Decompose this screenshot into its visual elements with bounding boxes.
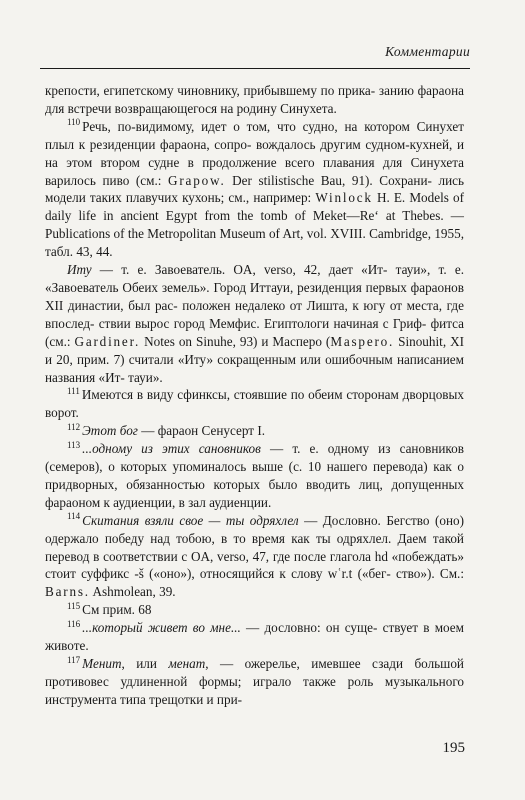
note-text: Имеются в виду сфинксы, стоявшие по обеим сторонам дворцовых ворот. <box>45 387 464 421</box>
note-text: См прим. 68 <box>82 602 152 618</box>
note-text: — т. е. Завоеватель. OA, verso, 42, дает «Ит- тауи», т. е. «Завоеватель Обеих земель». Город Иттауи, резиденция первых фараонов XII династии, был рас- положен недалеко от Лишта, к югу от места, где впослед- ствии вырос город Мемфис. Египтологи начиная с Гриф- фитса (см.: <box>45 262 464 349</box>
note-115 <box>45 601 464 619</box>
note-text: Barns. <box>45 584 90 600</box>
note-number: 115 <box>67 600 81 611</box>
running-header: Комментарии <box>385 44 470 59</box>
note-number: 110 <box>67 117 81 128</box>
note-text: — фараон Сенусерт I. <box>137 423 266 439</box>
note-text: Maspero. <box>330 333 395 349</box>
note-text: ...одному из этих сановников <box>82 441 261 457</box>
note-number: 112 <box>67 421 81 432</box>
note-text: ...который живет во мне... <box>82 620 241 636</box>
note-text: Речь, по-видимому, идет о том, что судно, на котором Синухет плыл к резиденции фараона, сопро- вождалось другим судном-кухней, и на этом втором судне в продолжение всего плавания для Синухета варилось пиво (см.: <box>45 118 464 188</box>
note-116 <box>45 619 464 655</box>
commentary-body <box>45 82 464 709</box>
note-text: Winlock <box>315 190 373 206</box>
note-text: Иту <box>67 262 92 278</box>
note-text: , или <box>121 656 169 671</box>
note-text: крепости, египетскому чиновнику, прибывшему по прика- занию фараона для встречи возвращающегося на родину Синухета. <box>45 83 464 116</box>
note-text: менат <box>168 656 206 671</box>
note-117 <box>45 655 464 709</box>
note-text: Grapow. <box>168 172 226 188</box>
note-number: 116 <box>67 618 81 629</box>
note-text: H. E. Models of daily life in ancient Egypt from the tomb of Meket—Re‘ at Thebes. — Publications of the Metropolitan Museum of Art, vol. XVIII. Cambridge, 1955, табл. 43, 44. <box>45 190 464 260</box>
note-number: 111 <box>67 386 80 397</box>
note-text: — Дословно. Бегство (оно) одержало победу над тобою, в то время как ты одряхлел. Даем такой перевод в соответствии с OA, verso, 47, где после глагола hd «побеждать» стоит суффикс -š («оно»), относящийся к слову wʿr.t («бег- ство»). См.: <box>45 512 464 582</box>
note-number: 114 <box>67 511 81 522</box>
note-text: Менит <box>82 656 122 671</box>
note-text: — т. е. одному из сановников (семеров), о которых упоминалось выше (с. 10 нашего перевода) как о придворных, обязанностью которых было вводить лиц, допущенных фараоном к аудиенции, в зал аудиенции. <box>45 441 464 510</box>
note-number: 117 <box>67 654 81 665</box>
note-number: 113 <box>67 439 81 450</box>
note-cont <box>45 82 464 118</box>
note-111 <box>45 386 464 422</box>
note-text: Notes on Sinuhe, 93) и Масперо ( <box>140 333 331 349</box>
note-text: — дословно: он суще- ствует в моем животе. <box>45 620 464 654</box>
header-rule <box>40 68 470 69</box>
page-number: 195 <box>442 740 465 756</box>
note-itu <box>45 261 464 386</box>
note-114 <box>45 512 464 602</box>
note-text: Скитания взяли свое — ты одряхлел <box>82 512 299 528</box>
note-text: Gardiner. <box>74 333 141 349</box>
note-text: Этот бог <box>82 423 138 439</box>
note-text: Ashmolean, 39. <box>89 584 176 600</box>
note-text: Der stilistische Bau, 91). Сохрани- лись модели таких плавучих кухонь; см., например: <box>45 172 464 206</box>
note-112 <box>45 422 464 440</box>
note-110 <box>45 118 464 261</box>
note-text: , — ожерелье, имевшее сзади большой противовес удлиненной формы; играло также роль музыкального инструмента типа трещотки и при- <box>45 656 464 707</box>
note-text: Sinouhit, XI и 20, прим. 7) считали «Иту» сокращенным или ошибочным написанием названия «Ит- тауи». <box>45 333 464 385</box>
note-113 <box>45 440 464 512</box>
